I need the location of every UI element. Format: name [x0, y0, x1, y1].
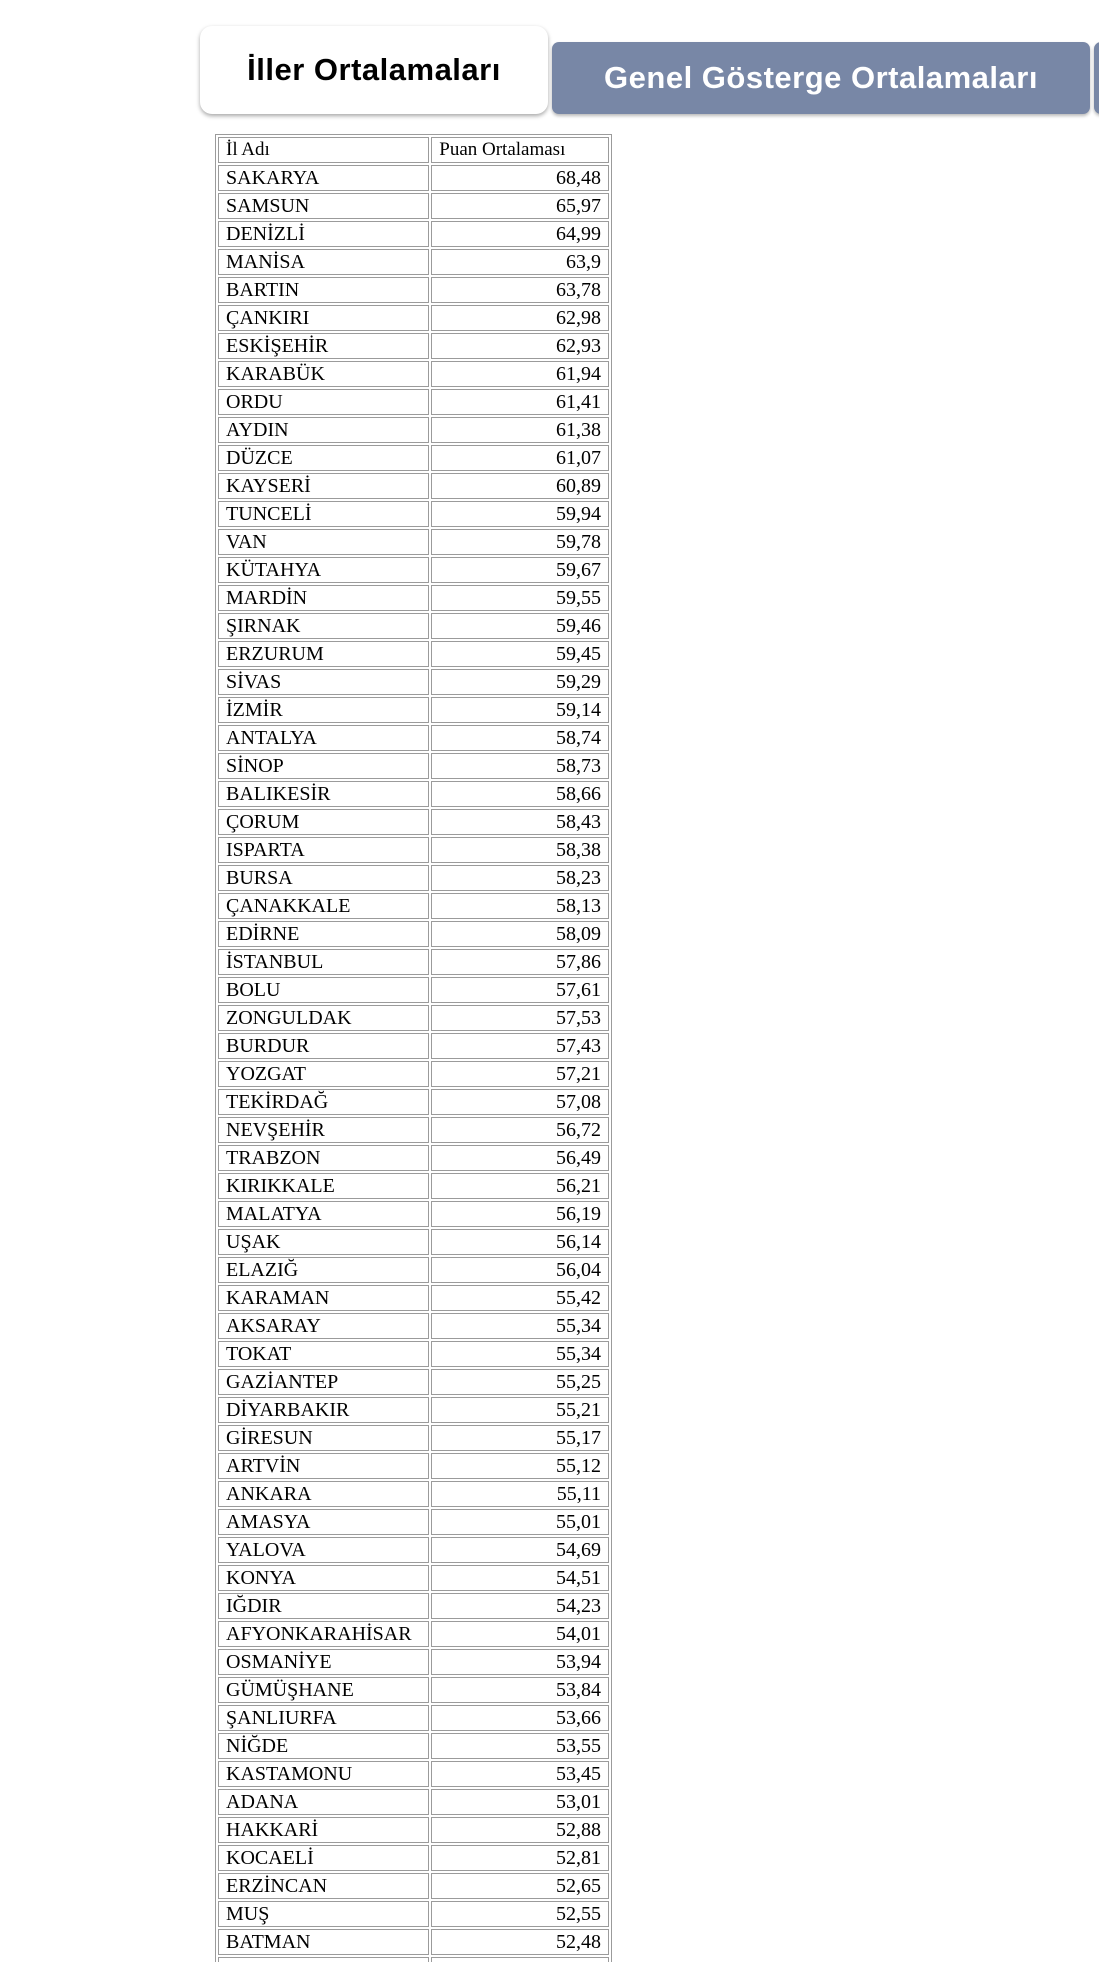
score-average-cell: 55,34: [431, 1341, 609, 1367]
province-name-cell: TUNCELİ: [218, 501, 429, 527]
province-name-cell: MALATYA: [218, 1201, 429, 1227]
score-average-cell: [431, 1957, 609, 1962]
score-average-cell: 61,38: [431, 417, 609, 443]
province-name-cell: SAMSUN: [218, 193, 429, 219]
province-name-cell: NEVŞEHİR: [218, 1117, 429, 1143]
score-average-cell: 68,48: [431, 165, 609, 191]
tab-iller-ortalamalari-label: İller Ortalamaları: [247, 52, 501, 87]
table-row: [218, 865, 609, 891]
score-average-cell: 60,89: [431, 473, 609, 499]
score-average-cell: 61,41: [431, 389, 609, 415]
province-name-cell: AYDIN: [218, 417, 429, 443]
table-row: [218, 1481, 609, 1507]
table-row: [218, 697, 609, 723]
score-average-cell: 52,88: [431, 1817, 609, 1843]
score-average-cell: 62,93: [431, 333, 609, 359]
province-name-cell: KARABÜK: [218, 361, 429, 387]
table-row: [218, 1061, 609, 1087]
table-row: [218, 1033, 609, 1059]
province-name-cell: SİVAS: [218, 669, 429, 695]
table-row: [218, 1117, 609, 1143]
table-row: [218, 305, 609, 331]
score-average-cell: 53,01: [431, 1789, 609, 1815]
score-average-cell: 59,46: [431, 613, 609, 639]
table-header-row: [218, 137, 609, 163]
score-average-cell: 53,45: [431, 1761, 609, 1787]
score-average-cell: 54,23: [431, 1593, 609, 1619]
score-average-cell: 61,07: [431, 445, 609, 471]
table-row: [218, 753, 609, 779]
province-name-cell: HAKKARİ: [218, 1817, 429, 1843]
table-row: [218, 1173, 609, 1199]
score-average-cell: 59,29: [431, 669, 609, 695]
province-name-cell: KONYA: [218, 1565, 429, 1591]
score-average-cell: 55,34: [431, 1313, 609, 1339]
score-average-cell: 56,04: [431, 1257, 609, 1283]
score-average-cell: 55,11: [431, 1481, 609, 1507]
province-name-cell: ARTVİN: [218, 1453, 429, 1479]
score-average-cell: 58,23: [431, 865, 609, 891]
table-row: [218, 557, 609, 583]
score-average-cell: 52,81: [431, 1845, 609, 1871]
province-name-cell: KASTAMONU: [218, 1761, 429, 1787]
table-row: [218, 473, 609, 499]
score-average-cell: 56,19: [431, 1201, 609, 1227]
table-row: [218, 1649, 609, 1675]
table-row: [218, 1817, 609, 1843]
province-name-cell: ESKİŞEHİR: [218, 333, 429, 359]
table-row: [218, 809, 609, 835]
score-average-cell: 56,21: [431, 1173, 609, 1199]
province-name-cell: ÇORUM: [218, 809, 429, 835]
score-average-cell: 61,94: [431, 361, 609, 387]
table-row: [218, 1005, 609, 1031]
table-row: [218, 1705, 609, 1731]
table-row: [218, 613, 609, 639]
score-average-cell: 58,43: [431, 809, 609, 835]
table-row: [218, 1621, 609, 1647]
table-row: [218, 781, 609, 807]
table-row: [218, 893, 609, 919]
province-name-cell: YOZGAT: [218, 1061, 429, 1087]
province-name-cell: [218, 1957, 429, 1962]
table-row: [218, 249, 609, 275]
score-average-cell: 57,43: [431, 1033, 609, 1059]
table-row: [218, 1201, 609, 1227]
table-row: [218, 669, 609, 695]
table-row: [218, 333, 609, 359]
province-name-cell: TOKAT: [218, 1341, 429, 1367]
province-name-cell: MUŞ: [218, 1901, 429, 1927]
score-average-cell: 58,73: [431, 753, 609, 779]
score-average-cell: 57,61: [431, 977, 609, 1003]
table-row: [218, 1229, 609, 1255]
province-name-cell: BALIKESİR: [218, 781, 429, 807]
tab-genel-gosterge-ortalamalari[interactable]: [552, 42, 1090, 114]
table-row: [218, 1537, 609, 1563]
province-name-cell: GİRESUN: [218, 1425, 429, 1451]
province-name-cell: YALOVA: [218, 1537, 429, 1563]
score-average-cell: 62,98: [431, 305, 609, 331]
score-average-cell: 59,67: [431, 557, 609, 583]
table-row: [218, 1453, 609, 1479]
province-name-cell: SİNOP: [218, 753, 429, 779]
table-row: [218, 1089, 609, 1115]
score-average-cell: 55,42: [431, 1285, 609, 1311]
province-name-cell: DÜZCE: [218, 445, 429, 471]
table-row: [218, 1397, 609, 1423]
province-name-cell: KOCAELİ: [218, 1845, 429, 1871]
province-name-cell: ERZİNCAN: [218, 1873, 429, 1899]
score-average-cell: 55,12: [431, 1453, 609, 1479]
province-name-cell: SAKARYA: [218, 165, 429, 191]
province-name-cell: TRABZON: [218, 1145, 429, 1171]
score-average-cell: 58,74: [431, 725, 609, 751]
table-row: [218, 1593, 609, 1619]
province-name-cell: KARAMAN: [218, 1285, 429, 1311]
table-row: [218, 837, 609, 863]
province-name-cell: NİĞDE: [218, 1733, 429, 1759]
province-name-cell: GAZİANTEP: [218, 1369, 429, 1395]
province-table-body: [218, 165, 609, 1962]
table-row: [218, 977, 609, 1003]
province-name-cell: AKSARAY: [218, 1313, 429, 1339]
score-average-cell: 56,14: [431, 1229, 609, 1255]
province-name-cell: MARDİN: [218, 585, 429, 611]
table-row: [218, 949, 609, 975]
table-row: [218, 165, 609, 191]
score-average-cell: 63,78: [431, 277, 609, 303]
score-average-cell: 57,86: [431, 949, 609, 975]
province-name-cell: İSTANBUL: [218, 949, 429, 975]
table-row: [218, 1369, 609, 1395]
score-average-cell: 53,84: [431, 1677, 609, 1703]
score-average-cell: 52,65: [431, 1873, 609, 1899]
table-row: [218, 445, 609, 471]
score-average-cell: 58,38: [431, 837, 609, 863]
score-average-cell: 59,55: [431, 585, 609, 611]
table-row: [218, 193, 609, 219]
score-average-cell: 54,69: [431, 1537, 609, 1563]
province-name-cell: BURSA: [218, 865, 429, 891]
table-row: [218, 529, 609, 555]
province-name-cell: EDİRNE: [218, 921, 429, 947]
province-name-cell: TEKİRDAĞ: [218, 1089, 429, 1115]
score-average-cell: 55,25: [431, 1369, 609, 1395]
table-row: [218, 221, 609, 247]
province-name-cell: KAYSERİ: [218, 473, 429, 499]
table-row: [218, 585, 609, 611]
score-average-cell: 58,13: [431, 893, 609, 919]
score-average-cell: 59,78: [431, 529, 609, 555]
province-name-cell: ERZURUM: [218, 641, 429, 667]
province-name-cell: AMASYA: [218, 1509, 429, 1535]
province-name-cell: GÜMÜŞHANE: [218, 1677, 429, 1703]
province-name-cell: ŞIRNAK: [218, 613, 429, 639]
table-row: [218, 641, 609, 667]
province-name-cell: ANTALYA: [218, 725, 429, 751]
column-header-il-adi: İl Adı: [218, 137, 429, 163]
table-row: [218, 1509, 609, 1535]
table-row: [218, 1145, 609, 1171]
province-name-cell: ÇANAKKALE: [218, 893, 429, 919]
province-name-cell: DENİZLİ: [218, 221, 429, 247]
tab-bar: [200, 26, 1099, 114]
table-row: [218, 361, 609, 387]
province-name-cell: KÜTAHYA: [218, 557, 429, 583]
table-row: [218, 1789, 609, 1815]
score-average-cell: 53,94: [431, 1649, 609, 1675]
score-average-cell: 53,55: [431, 1733, 609, 1759]
province-name-cell: ADANA: [218, 1789, 429, 1815]
score-average-cell: 57,21: [431, 1061, 609, 1087]
province-name-cell: BURDUR: [218, 1033, 429, 1059]
province-name-cell: ELAZIĞ: [218, 1257, 429, 1283]
score-average-cell: 54,01: [431, 1621, 609, 1647]
province-name-cell: ÇANKIRI: [218, 305, 429, 331]
province-name-cell: DİYARBAKIR: [218, 1397, 429, 1423]
province-name-cell: UŞAK: [218, 1229, 429, 1255]
score-average-cell: 58,09: [431, 921, 609, 947]
province-name-cell: VAN: [218, 529, 429, 555]
table-row: [218, 921, 609, 947]
province-name-cell: BOLU: [218, 977, 429, 1003]
province-score-table: [215, 134, 612, 1962]
score-average-cell: 59,94: [431, 501, 609, 527]
score-average-cell: 52,55: [431, 1901, 609, 1927]
score-average-cell: 63,9: [431, 249, 609, 275]
province-name-cell: ZONGULDAK: [218, 1005, 429, 1031]
table-row: [218, 1761, 609, 1787]
score-average-cell: 57,08: [431, 1089, 609, 1115]
score-average-cell: 59,14: [431, 697, 609, 723]
table-row: [218, 1873, 609, 1899]
province-name-cell: ŞANLIURFA: [218, 1705, 429, 1731]
table-row: [218, 1257, 609, 1283]
province-name-cell: ISPARTA: [218, 837, 429, 863]
table-row: [218, 1845, 609, 1871]
score-average-cell: 59,45: [431, 641, 609, 667]
table-row: [218, 725, 609, 751]
score-average-cell: 56,49: [431, 1145, 609, 1171]
table-row: [218, 277, 609, 303]
province-name-cell: ORDU: [218, 389, 429, 415]
score-average-cell: 65,97: [431, 193, 609, 219]
table-row: [218, 1565, 609, 1591]
province-name-cell: IĞDIR: [218, 1593, 429, 1619]
table-row-partial: [218, 1957, 609, 1962]
table-row: [218, 1901, 609, 1927]
tab-iller-ortalamalari[interactable]: [200, 26, 548, 114]
province-name-cell: MANİSA: [218, 249, 429, 275]
table-row: [218, 1677, 609, 1703]
score-average-cell: 56,72: [431, 1117, 609, 1143]
province-name-cell: ANKARA: [218, 1481, 429, 1507]
score-average-cell: 52,48: [431, 1929, 609, 1955]
table-row: [218, 1733, 609, 1759]
score-average-cell: 57,53: [431, 1005, 609, 1031]
score-average-cell: 53,66: [431, 1705, 609, 1731]
table-row: [218, 389, 609, 415]
column-header-puan-ortalamasi: Puan Ortalaması: [431, 137, 609, 163]
score-average-cell: 58,66: [431, 781, 609, 807]
province-name-cell: OSMANİYE: [218, 1649, 429, 1675]
province-name-cell: İZMİR: [218, 697, 429, 723]
table-row: [218, 1929, 609, 1955]
province-name-cell: BATMAN: [218, 1929, 429, 1955]
score-average-cell: 55,17: [431, 1425, 609, 1451]
score-average-cell: 64,99: [431, 221, 609, 247]
table-row: [218, 501, 609, 527]
score-average-cell: 55,21: [431, 1397, 609, 1423]
province-name-cell: BARTIN: [218, 277, 429, 303]
score-average-cell: 55,01: [431, 1509, 609, 1535]
province-name-cell: AFYONKARAHİSAR: [218, 1621, 429, 1647]
table-row: [218, 1341, 609, 1367]
table-row: [218, 1313, 609, 1339]
tab-genel-gosterge-ortalamalari-label: Genel Gösterge Ortalamaları: [604, 60, 1038, 95]
table-row: [218, 417, 609, 443]
table-row: [218, 1285, 609, 1311]
table-row: [218, 1425, 609, 1451]
tab-partial-right-edge[interactable]: [1094, 42, 1099, 114]
province-name-cell: KIRIKKALE: [218, 1173, 429, 1199]
score-average-cell: 54,51: [431, 1565, 609, 1591]
